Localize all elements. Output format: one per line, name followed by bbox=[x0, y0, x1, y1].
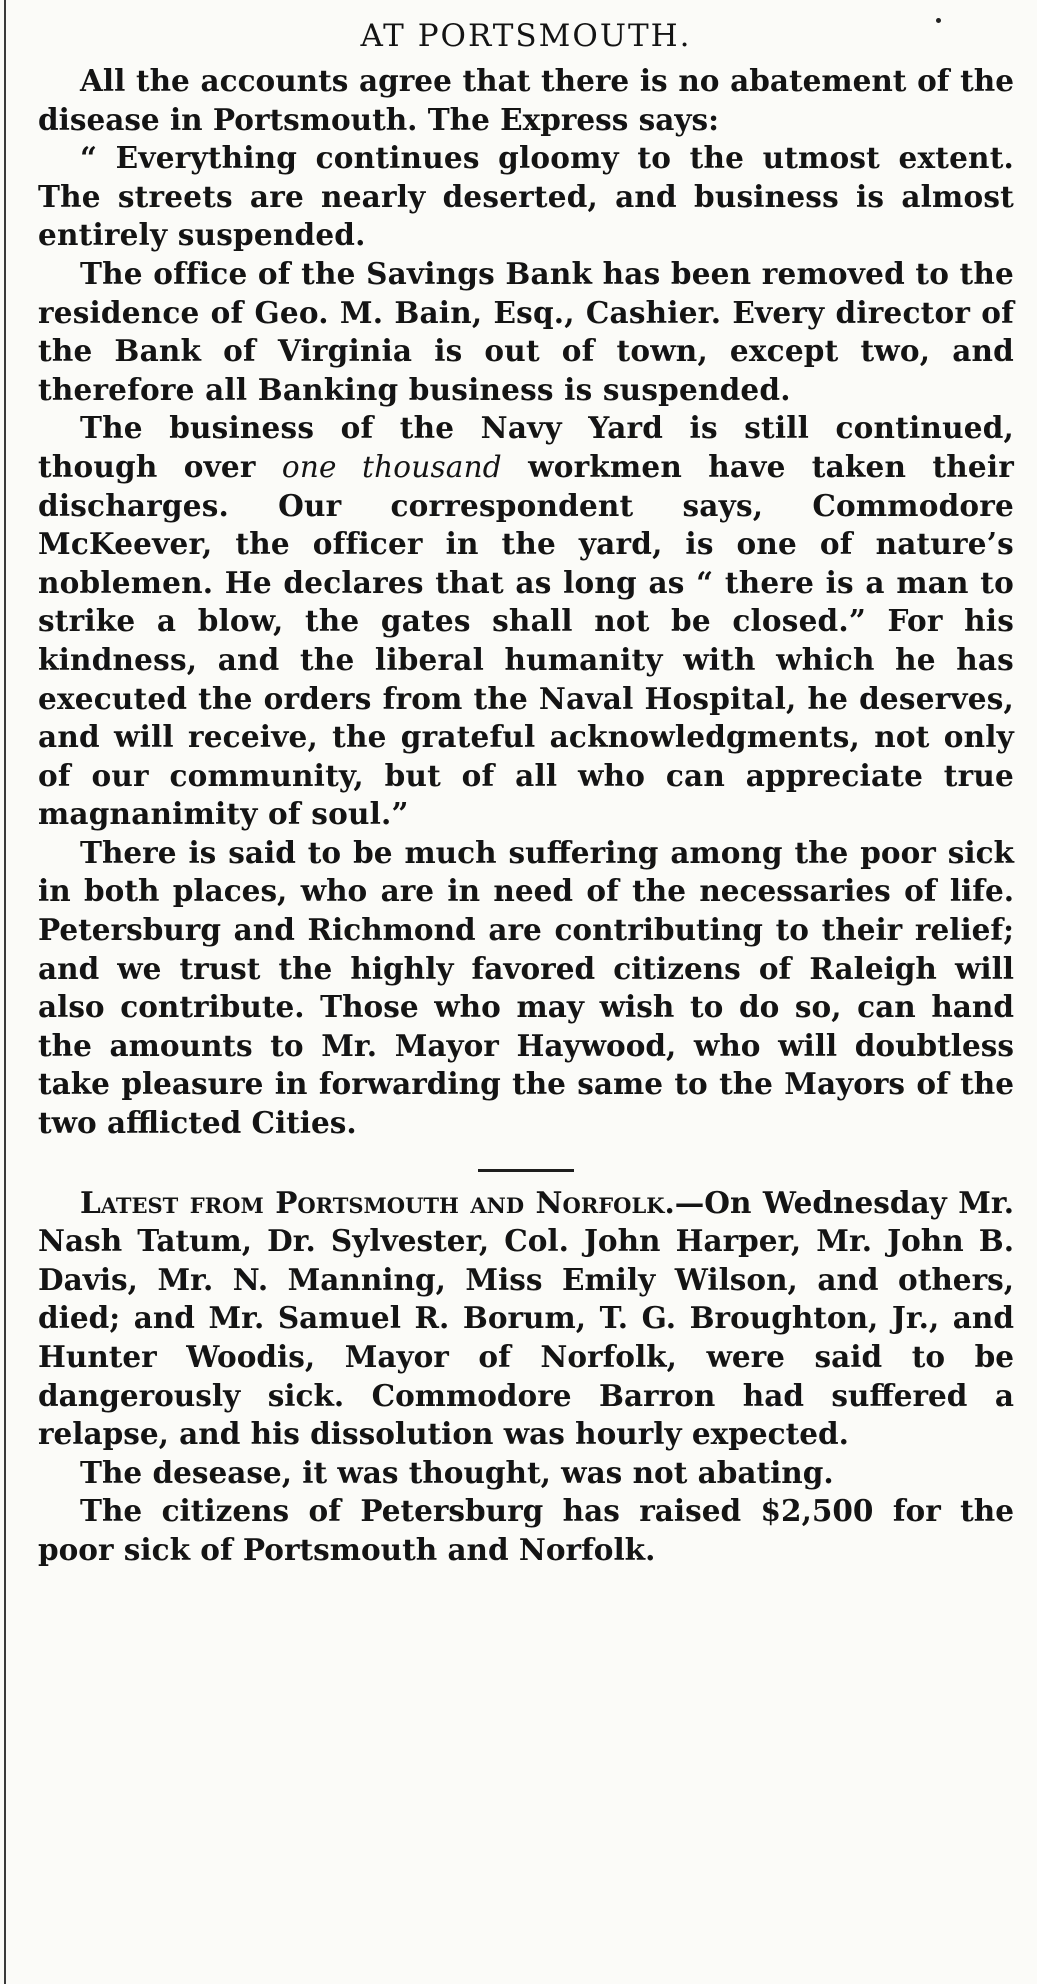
navy-yard-text-after: workmen have taken their discharges. Our correspondent says, Commodore McKeever, the officer in the yard, is one of nature’s noblemen. He declares that as long as “ there is a man to strike a blow, the gates shall not be closed.” For his kindness, and the liberal humanity with which he has executed the orders from the Naval Hospital, he deserves, and will receive, the grateful acknowledgments, not only of our community, but of all who can appreciate true magnanimity of soul.” bbox=[38, 448, 1015, 832]
relief-appeal-paragraph: There is said to be much suffering among the poor sick in both places, who are in need of the necessaries of life. Petersburg and Richmond are contributing to their relief; and we trust the highly favored citizens of Raleigh will also contribute. Those who may wish to do so, can hand the amounts to Mr. Mayor Haywood, who will doubtless take pleasure in forwarding the same to the Mayors of the two afflicted Cities. bbox=[38, 834, 1014, 1141]
column-rule bbox=[4, 0, 6, 1984]
latest-news-body: —On Wednesday Mr. Nash Tatum, Dr. Sylvester, Col. John Harper, Mr. John B. Davis, Mr. N. Manning, Miss Emily Wilson, and others, died; and Mr. Samuel R. Borum, T. G. Broughton, Jr., and Hunter Woodis, Mayor of Norfolk, were said to be dangerously sick. Commodore Barron had suffered a relapse, and his dissolution was hourly expected. bbox=[38, 1184, 1014, 1452]
emphasis-one-thousand: one thousand bbox=[281, 449, 502, 484]
petersburg-donation-paragraph: The citizens of Petersburg has raised $2,500 for the poor sick of Portsmouth and Norfolk. bbox=[38, 1493, 1014, 1567]
article-headline: AT PORTSMOUTH. bbox=[360, 18, 692, 54]
latest-news-paragraph bbox=[38, 1184, 1014, 1454]
quote-paragraph-navy-yard bbox=[38, 409, 1014, 834]
section-divider bbox=[478, 1169, 574, 1172]
disease-status-paragraph: The desease, it was thought, was not abating. bbox=[80, 1454, 834, 1490]
quote-paragraph-savings-bank: The office of the Savings Bank has been removed to the residence of Geo. M. Bain, Esq., Cashier. Every director of the Bank of Virginia is out of town, except two, and therefore all Banking business is suspended. bbox=[38, 255, 1014, 407]
latest-news-heading: Latest from Portsmouth and Norfolk. bbox=[80, 1184, 675, 1220]
newspaper-column bbox=[38, 14, 1014, 1570]
intro-paragraph: All the accounts agree that there is no abatement of the disease in Portsmouth. The Express says: bbox=[38, 63, 1014, 137]
quote-paragraph-gloomy: “ Everything continues gloomy to the utmost extent. The streets are nearly deserted, and business is almost entirely suspended. bbox=[38, 140, 1014, 253]
navy-yard-text-before: The business of the Navy Yard is still continued, though over bbox=[38, 410, 1014, 484]
